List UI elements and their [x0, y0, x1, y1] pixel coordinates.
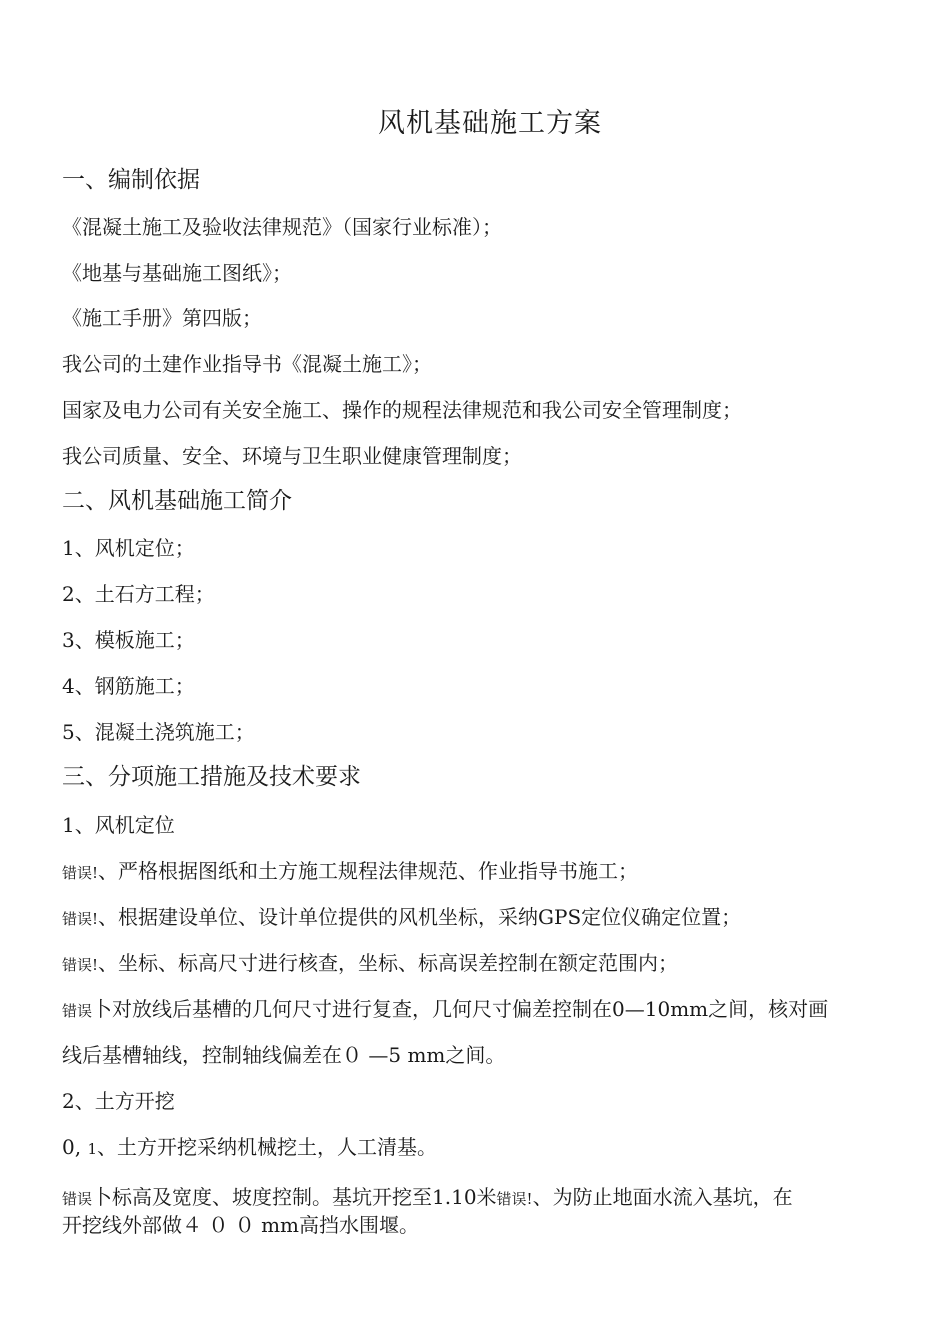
subsection-heading-positioning: 1、风机定位	[62, 813, 175, 837]
excavation-item	[62, 1132, 437, 1164]
section-heading-overview: 二、风机基础施工简介	[62, 488, 292, 514]
basis-item: 我公司质量、安全、环境与卫生职业健康管理制度；	[62, 444, 522, 468]
document-title: 风机基础施工方案	[378, 108, 602, 139]
error-label: 错误!	[62, 864, 99, 882]
basis-item: 《地基与基础施工图纸》；	[62, 261, 292, 285]
excavation-item-text: 、土方开挖采纳机械挖土，人工清基。	[97, 1135, 437, 1159]
overview-item: 4、钢筋施工；	[62, 674, 195, 698]
excavation-item-text: 卜标高及宽度、坡度控制。基坑开挖至1.10米	[92, 1185, 497, 1209]
section-heading-basis: 一、编制依据	[62, 167, 200, 193]
positioning-item-continuation: 线后基槽轴线，控制轴线偏差在０ —5 mm之间。	[62, 1043, 506, 1067]
overview-item: 5、混凝土浇筑施工；	[62, 720, 255, 744]
error-label: 错误!	[62, 956, 99, 974]
overview-item: 3、模板施工；	[62, 628, 195, 652]
error-label: 错误!	[496, 1190, 533, 1208]
basis-item: 国家及电力公司有关安全施工、操作的规程法律规范和我公司安全管理制度；	[62, 398, 742, 422]
positioning-item-text: 卜对放线后基槽的几何尺寸进行复查，几何尺寸偏差控制在0—10mm之间，核对画	[92, 997, 829, 1021]
error-label: 错误!	[62, 910, 99, 928]
subsection-heading-excavation: 2、土方开挖	[62, 1089, 175, 1113]
item-number: 0,	[62, 1135, 88, 1159]
error-label: 错误	[62, 1002, 93, 1020]
overview-item: 2、土石方工程；	[62, 582, 215, 606]
overview-item: 1、风机定位；	[62, 536, 195, 560]
positioning-item	[62, 948, 678, 980]
basis-item: 《混凝土施工及验收法律规范》（国家行业标准）；	[62, 215, 502, 239]
error-label: 错误	[62, 1190, 93, 1208]
positioning-item	[62, 994, 828, 1026]
positioning-item-text: 、根据建设单位、设计单位提供的风机坐标，采纳GPS定位仪确定位置；	[98, 905, 742, 929]
positioning-item-text: 、坐标、标高尺寸进行核查，坐标、标高误差控制在额定范围内；	[98, 951, 679, 975]
basis-item: 《施工手册》第四版；	[62, 306, 262, 330]
section-heading-measures: 三、分项施工措施及技术要求	[62, 764, 361, 790]
item-subnumber: 1	[87, 1140, 97, 1158]
positioning-item	[62, 856, 638, 888]
positioning-item	[62, 902, 741, 934]
excavation-item-text: 、为防止地面水流入基坑，在	[532, 1185, 793, 1209]
excavation-item-continuation: 开挖线外部做４ ０ ０ mm高挡水围堰。	[62, 1213, 420, 1237]
basis-item: 我公司的土建作业指导书《混凝土施工》；	[62, 352, 432, 376]
positioning-item-text: 、严格根据图纸和土方施工规程法律规范、作业指导书施工；	[98, 859, 639, 883]
